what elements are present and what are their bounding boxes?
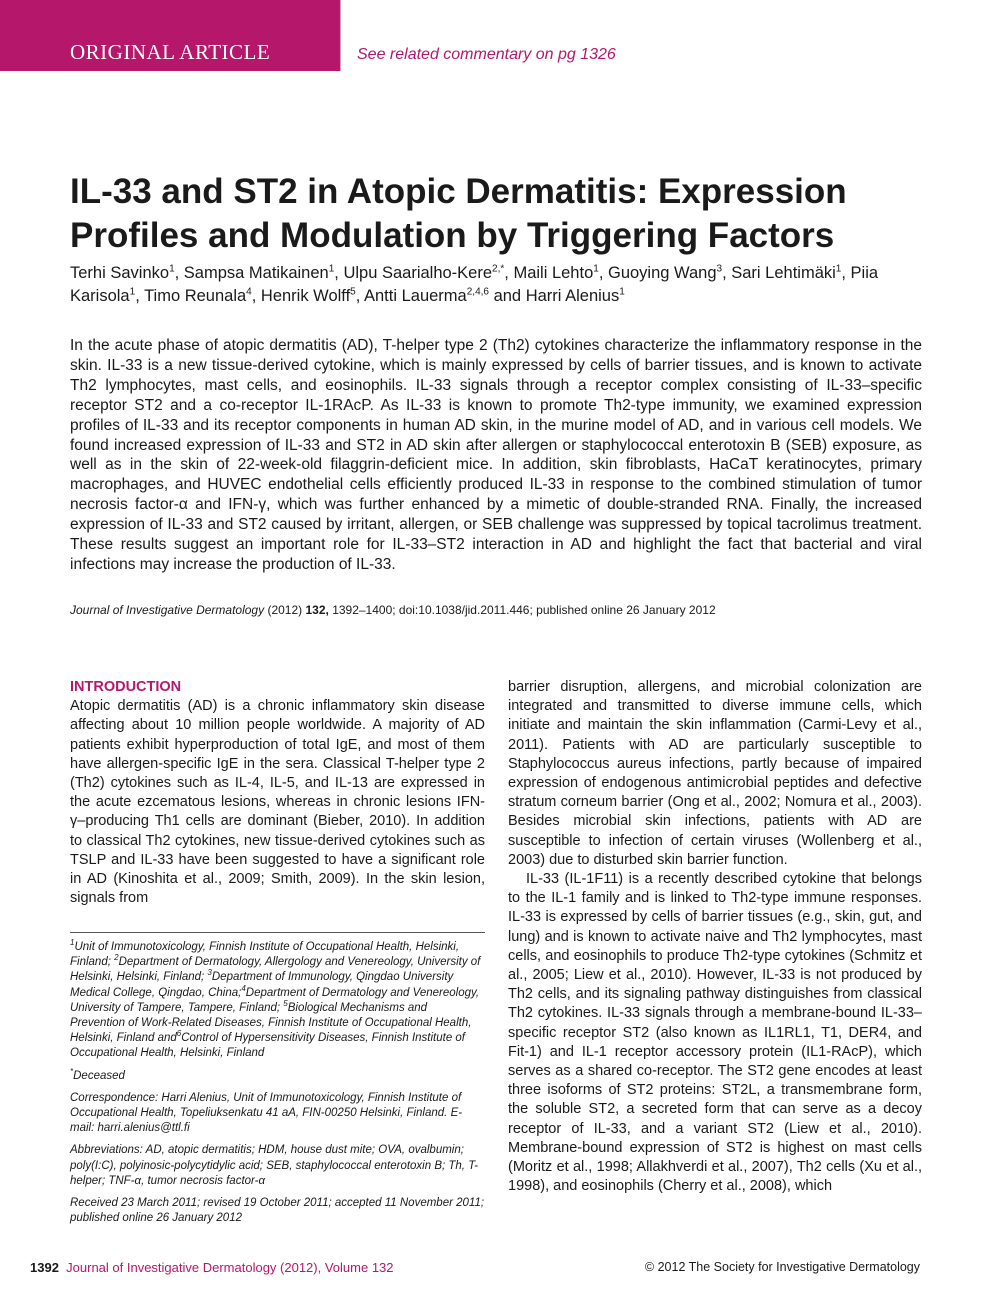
author-affiliation-mark: 2,*	[492, 263, 505, 275]
affiliation-number: 3	[207, 968, 212, 978]
affiliation-text: Department of Dermatology and Venereology, University of Tampere, Tampere, Finland;	[70, 986, 480, 1014]
author-name: Sampsa Matikainen	[183, 264, 329, 282]
author-list	[70, 262, 925, 308]
affiliation-number: 4	[241, 983, 246, 993]
citation-details: 1392–1400; doi:10.1038/jid.2011.446; published online 26 January 2012	[332, 603, 716, 617]
deceased-note	[70, 1066, 485, 1084]
body-paragraph: barrier disruption, allergens, and microbial colonization are integrated and transmitted to diverse immune cells, which initiate and maintain the skin inflammation (Carmi-Levy et al., 2011). Patients with AD are particularly susceptible to Staphylococcus aureus infections, partly because of impaired expression of endogenous antimicrobial peptides and defective stratum corneum barrier (Ong et al., 2002; Nomura et al., 2003). Besides microbial skin infections, patients with AD are susceptible to infection of certain viruses (Wollenberg et al., 2003) due to disturbed skin barrier function.	[508, 679, 922, 868]
footer-journal	[30, 1260, 394, 1275]
citation-volume: 132,	[305, 603, 329, 617]
footnotes	[70, 932, 485, 1233]
author-separator: ,	[504, 264, 514, 282]
affiliation-text: Biological Mechanisms and Prevention of Work-Related Diseases, Finnish Institute of Occupational Health, Helsinki, Finland and	[70, 1001, 472, 1045]
author-separator: ,	[841, 264, 851, 282]
affiliation-text: Department of Immunology, Qingdao University Medical College, Qingdao, China;	[70, 971, 454, 999]
affiliation-text: Control of Hypersensitivity Diseases, Finnish Institute of Occupational Health, Helsinki, Finland	[70, 1032, 466, 1060]
author-affiliation-mark: 1	[835, 263, 842, 275]
author-name: Timo Reunala	[144, 287, 247, 305]
author-name: Antti Lauerma	[364, 287, 467, 305]
author-name: Piia Karisola	[70, 264, 879, 305]
affiliation-number: 6	[176, 1029, 182, 1039]
author-affiliation-mark: 1	[593, 263, 599, 275]
article-title: IL-33 and ST2 in Atopic Dermatitis: Expression Profiles and Modulation by Triggering Factors	[70, 172, 847, 255]
author-affiliation-mark: 4	[246, 286, 252, 298]
body-paragraph: IL-33 (IL-1F11) is a recently described cytokine that belongs to the IL-1 family and is linked to Th2-type immune responses. IL-33 is expressed by cells of barrier tissues (e.g., skin, gut, and lung) and is known to activate naive and Th2 lymphocytes, mast cells, and eosinophils to produce Th2-type cytokines (Schmitz et al., 2005; Liew et al., 2010). However, IL-33 is not produced by Th2 cells, and its signaling pathway distinguishes from classical Th2 cytokines. IL-33 signals through a membrane-bound IL-33–specific receptor ST2 (also known as IL1RL1, T1, DER4, and Fit-1) and IL-1 receptor accessory protein (IL1-RAcP), which serves as a shared co-receptor. The ST2 gene encodes at least three isoforms of ST2 proteins: ST2L, a transmembrane form, the soluble ST2, a secreted form that can serve as a decoy receptor of IL-33, and a variant ST2 (Liew et al., 2010). Membrane-bound expression of ST2 is highest on mast cells (Moritz et al., 1998; Allakhverdi et al., 2007), Th2 cells (Xu et al., 1998), and eosinophils (Cherry et al., 2008), which	[508, 871, 922, 1195]
abbreviations: Abbreviations: AD, atopic dermatitis; HDM, house dust mite; OVA, ovalbumin; poly(I:C), polyinosic-polycytidylic acid; SEB, staphylococcal enterotoxin B; Th, T-helper; TNF-α, tumor necrosis factor-α	[70, 1144, 478, 1187]
section-label: ORIGINAL ARTICLE	[70, 40, 271, 64]
deceased-text: Deceased	[73, 1069, 125, 1082]
author-separator: ,	[334, 264, 344, 282]
affiliation-number: 5	[283, 998, 288, 1008]
affiliation-number: 2	[114, 953, 119, 963]
author-affiliation-mark: 5	[350, 286, 356, 298]
author-name: Terhi Savinko	[70, 264, 170, 282]
deceased-mark: *	[70, 1066, 74, 1076]
right-column	[508, 678, 922, 1196]
author-affiliation-mark: 1	[169, 263, 175, 275]
author-separator: ,	[598, 264, 608, 282]
left-column	[70, 678, 485, 908]
affiliation-text: Department of Dermatology, Allergology and Venereology, University of Helsinki, Helsinki, Finland;	[70, 956, 481, 984]
page-number: 1392	[30, 1260, 59, 1275]
author-name: Harri Alenius	[525, 287, 620, 305]
citation-line	[70, 603, 922, 617]
author-name: Guoying Wang	[607, 264, 717, 282]
intro-paragraph: Atopic dermatitis (AD) is a chronic inflammatory skin disease affecting about 10 million people worldwide. A majority of AD patients exhibit hyperproduction of total IgE, and most of them have allergen-specific IgE in the sera. Classical T-helper type 2 (Th2) cytokines such as IL-4, IL-5, and IL-13 are expressed in the acute ezcematous lesions, whereas in chronic lesions IFN-γ–producing Th1 cells are dominant (Bieber, 2010). In addition to classical Th2 cytokines, new tissue-derived cytokines such as TSLP and IL-33 have been suggested to have a significant role in AD (Kinoshita et al., 2009; Smith, 2009). In the skin lesion, signals from	[70, 698, 485, 907]
citation-journal: Journal of Investigative Dermatology	[70, 603, 265, 617]
author-affiliation-mark: 1	[129, 286, 136, 298]
author-name: Maili Lehto	[513, 264, 594, 282]
author-separator: ,	[355, 287, 364, 305]
header-divider	[340, 0, 341, 71]
footer-journal-title: Journal of Investigative Dermatology (2012), Volume 132	[66, 1260, 394, 1275]
author-affiliation-mark: 3	[716, 263, 723, 275]
author-separator: ,	[174, 264, 184, 282]
introduction-heading: INTRODUCTION	[70, 679, 182, 695]
author-separator: ,	[722, 264, 732, 282]
author-separator: ,	[251, 287, 261, 305]
author-affiliation-mark: 1	[328, 263, 335, 275]
correspondence: Correspondence: Harri Alenius, Unit of Immunotoxicology, Finnish Institute of Occupational Health, Topeliuksenkatu 41 aA, FIN-00250 Helsinki, Finland. E-mail: harri.alenius@ttl.fi	[70, 1091, 463, 1135]
author-affiliation-mark: 2,4,6	[466, 286, 489, 298]
author-separator: and	[488, 287, 526, 305]
received-dates: Received 23 March 2011; revised 19 October 2011; accepted 11 November 2011; published online 26 January 2012	[70, 1197, 485, 1225]
author-affiliation-mark: 1	[619, 286, 625, 298]
affiliations	[70, 940, 485, 1062]
affiliation-text: Unit of Immunotoxicology, Finnish Institute of Occupational Health, Helsinki, Finland;	[70, 941, 460, 969]
author-separator: ,	[135, 287, 145, 305]
author-name: Ulpu Saarialho-Kere	[343, 264, 493, 282]
author-name: Henrik Wolff	[260, 287, 351, 305]
abstract: In the acute phase of atopic dermatitis (AD), T-helper type 2 (Th2) cytokines characterize the inflammatory response in the skin. IL-33 is a new tissue-derived cytokine, which is mainly expressed by cells of barrier tissues, and is known to activate Th2 lymphocytes, mast cells, and eosinophils. IL-33 signals through a receptor complex consisting of IL-33–specific receptor ST2 and a co-receptor IL-1RAcP. As IL-33 is known to promote Th2-type immunity, we examined expression profiles of IL-33 and its receptor components in human AD skin, in the murine model of AD, and in various cell models. We found increased expression of IL-33 and ST2 in AD skin after allergen or staphylococcal enterotoxin B (SEB) exposure, as well as in the skin of 22-week-old filaggrin-deficient mice. In addition, skin fibroblasts, HaCaT keratinocytes, primary macrophages, and HUVEC endothelial cells efficiently produced IL-33 in response to the combined stimulation of tumor necrosis factor-α and IFN-γ, which was further enhanced by a mimetic of double-stranded RNA. Finally, the increased expression of IL-33 and ST2 caused by irritant, allergen, or SEB challenge was suppressed by topical tacrolimus treatment. These results suggest an important role for IL-33–ST2 interaction in AD and highlight the fact that bacterial and viral infections may increase the production of IL-33.	[70, 337, 922, 573]
affiliation-number: 1	[70, 938, 75, 948]
related-commentary-link[interactable]: See related commentary on pg 1326	[357, 46, 616, 63]
author-name: Sari Lehtimäki	[731, 264, 836, 282]
citation-year: (2012)	[267, 603, 303, 617]
footer-copyright: © 2012 The Society for Investigative Dermatology	[644, 1260, 920, 1274]
